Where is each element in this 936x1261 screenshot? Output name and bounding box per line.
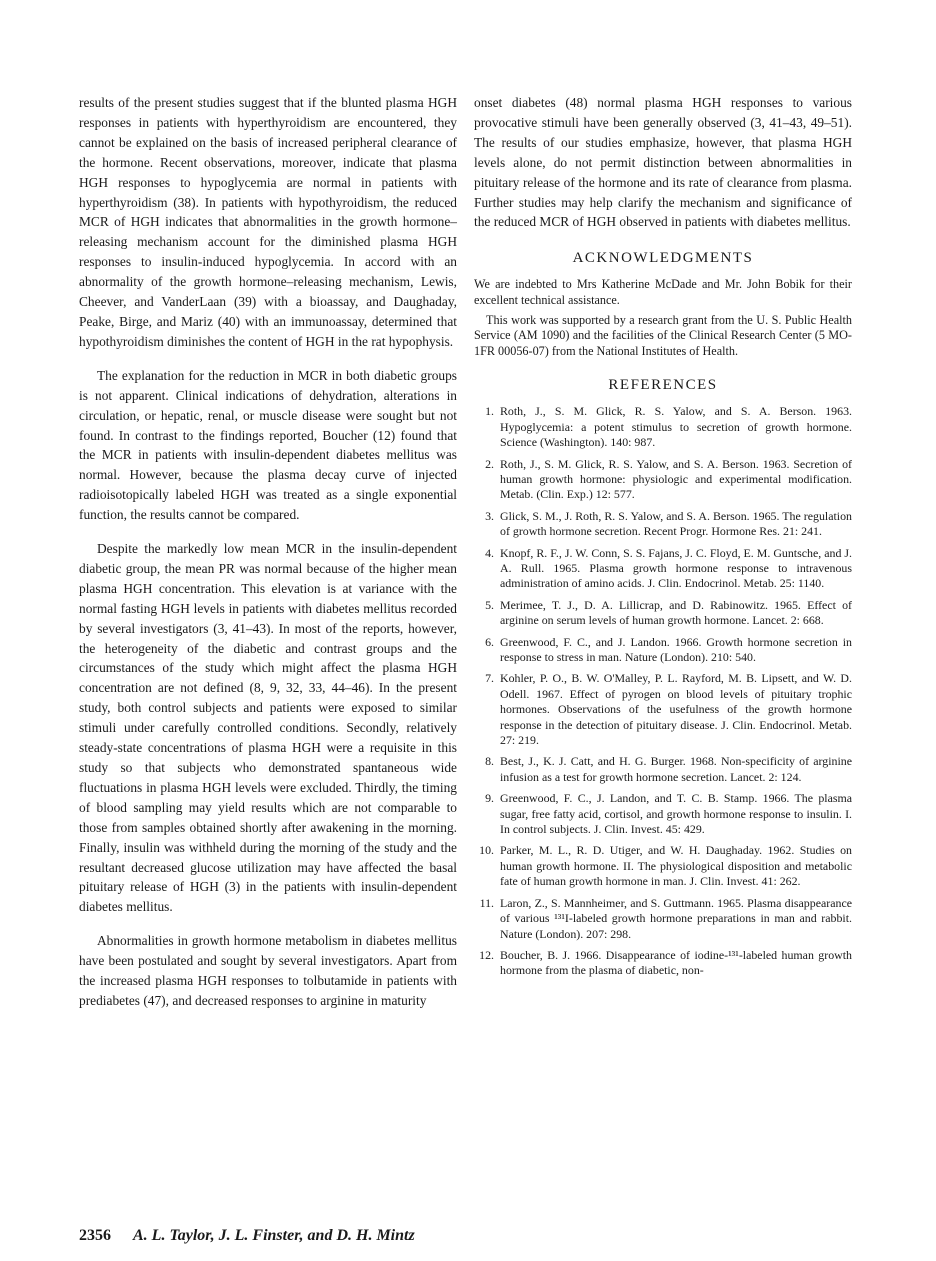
- reference-item: [474, 948, 852, 979]
- reference-item: [474, 404, 852, 450]
- reference-text: Glick, S. M., J. Roth, R. S. Yalow, and S. A. Berson. 1965. The regulation of growth hormone secretion. Recent Progr. Hormone Res. 21: 241.: [500, 508, 852, 539]
- reference-number: 11.: [479, 895, 494, 910]
- running-authors: A. L. Taylor, J. L. Finster, and D. H. Mintz: [133, 1227, 415, 1244]
- reference-item: [474, 754, 852, 785]
- acknowledgment-text: We are indebted to Mrs Katherine McDade and Mr. John Bobik for their excellent technical assistance.: [474, 277, 852, 307]
- reference-item: [474, 791, 852, 837]
- reference-number: 8.: [485, 754, 494, 769]
- reference-number: 5.: [485, 597, 494, 612]
- reference-number: 1.: [485, 404, 494, 419]
- reference-text: Merimee, T. J., D. A. Lillicrap, and D. Rabinowitz. 1965. Effect of arginine on serum levels of human growth hormone. Lancet. 2: 668.: [500, 597, 852, 628]
- reference-item: [474, 598, 852, 629]
- reference-number: 3.: [485, 508, 494, 523]
- reference-item: [474, 546, 852, 592]
- page-number: 2356: [79, 1227, 111, 1244]
- reference-number: 2.: [485, 456, 494, 471]
- reference-text: Roth, J., S. M. Glick, R. S. Yalow, and S. A. Berson. 1963. Secretion of human growth hormone: physiologic and experimental modification. Metab. (Clin. Exp.) 12: 577.: [500, 456, 852, 502]
- reference-item: [474, 509, 852, 540]
- references-heading: REFERENCES: [608, 377, 718, 394]
- reference-text: Best, J., K. J. Catt, and H. G. Burger. 1968. Non-specificity of arginine infusion as a test for growth hormone secretion. Lancet. 2: 124.: [500, 754, 852, 784]
- body-paragraph: onset diabetes (48) normal plasma HGH responses to various provocative stimuli have been generally observed (3, 41–43, 49–51). The results of our studies emphasize, however, that plasma HGH levels alone, do not permit distinction between abnormalities in pituitary release of the hormone and its rate of clearance from plasma. Further studies may help clarify the mechanism and significance of the reduced MCR of HGH observed in patients with diabetes mellitus.: [474, 95, 852, 230]
- body-paragraph: The explanation for the reduction in MCR in both diabetic groups is not apparent. Clinical indications of dehydration, alterations in circulation, or hepatic, renal, or muscle disease were sought but not found. In contrast to the findings reported, Boucher (12) found that the MCR in patients with insulin-dependent diabetes mellitus was normal. However, because the plasma decay curve of injected radioisotopically labeled HGH was treated as a single exponential function, the results cannot be compared.: [79, 367, 457, 523]
- reference-text: Greenwood, F. C., and J. Landon. 1966. Growth hormone secretion in response to stress in man. Nature (London). 210: 540.: [500, 634, 852, 664]
- reference-text: Kohler, P. O., B. W. O'Malley, P. L. Rayford, M. B. Lipsett, and W. D. Odell. 1967. Effect of pyrogen on blood levels of pituitary trophic hormones. Observations of the usefulness of the growth hormone response in the detection of pituitary disease. J. Clin. Endocrinol. Metab. 27: 219.: [500, 671, 852, 748]
- reference-text: Greenwood, F. C., J. Landon, and T. C. B. Stamp. 1966. The plasma sugar, free fatty acid, cortisol, and growth hormone response to insulin. I. In control subjects. J. Clin. Invest. 45: 429.: [500, 791, 852, 837]
- reference-number: 6.: [485, 634, 494, 649]
- reference-item: [474, 843, 852, 889]
- reference-number: 7.: [485, 671, 494, 686]
- reference-text: Boucher, B. J. 1966. Disappearance of iodine-¹³¹-labeled human growth hormone from the plasma of diabetic, non-: [500, 947, 852, 978]
- body-paragraph: results of the present studies suggest that if the blunted plasma HGH responses in patients with hyperthyroidism are encountered, they cannot be explained on the basis of increased peripheral clearance of the hormone. Recent observations, moreover, indicate that plasma HGH responses to hypoglycemia are normal in patients with hyperthyroidism (38). In patients with hypothyroidism, the reduced MCR of HGH indicates that abnormalities in the growth hormone–releasing mechanism account for the diminished plasma HGH responses to insulin-induced hypoglycemia. In accord with an abnormality of the growth hormone–releasing mechanism, Lewis, Cheever, and VanderLaan (39) with a bioassay, and Daughaday, Peake, Birge, and Mariz (40) with an immunoassay, determined that hypothyroidism diminishes the content of HGH in the rat hypophysis.: [79, 95, 457, 349]
- left-column: [79, 93, 457, 1025]
- reference-text: Laron, Z., S. Mannheimer, and S. Guttmann. 1965. Plasma disappearance of various ¹³¹I-labeled growth hormone preparations in man and rabbit. Nature (London). 207: 298.: [500, 895, 852, 941]
- reference-list: [474, 404, 852, 978]
- reference-text: Knopf, R. F., J. W. Conn, S. S. Fajans, J. C. Floyd, E. M. Guntsche, and J. A. Rull. 1965. Plasma growth hormone response to intravenous administration of amino acids. J. Clin. Endocrinol. Metab. 25: 1140.: [500, 545, 852, 591]
- reference-number: 9.: [485, 791, 494, 806]
- reference-number: 12.: [479, 947, 494, 962]
- page-footer: [79, 1227, 415, 1245]
- reference-item: [474, 671, 852, 748]
- body-paragraph: Despite the markedly low mean MCR in the insulin-dependent diabetic group, the mean PR was normal because of the higher mean plasma HGH concentration. This elevation is at variance with the normal fasting HGH levels in patients with diabetes mellitus recorded by several investigators (3, 41–43). In most of the reports, however, the heterogeneity of the diabetic and contrast groups and the circumstances of the study which might affect the plasma HGH concentration are not defined (8, 9, 32, 33, 44–46). In the present study, both control subjects and patients were exposed to similar stimuli under carefully controlled conditions. Secondly, relatively steady-state concentrations of plasma HGH were a requisite in this study so that subjects who demonstrated spantaneous wide fluctuations in plasma HGH levels were excluded. Thirdly, the timing of blood sampling may yield results which are not comparable to those from samples obtained shortly after awakening in the morning. Finally, insulin was withheld during the morning of the study and the resultant decreased glucose utilization may have affected the basal pituitary release of HGH (3) in the patients with insulin-dependent diabetes mellitus.: [79, 541, 457, 915]
- acknowledgments-heading: ACKNOWLEDGMENTS: [572, 250, 754, 267]
- acknowledgment-text: This work was supported by a research grant from the U. S. Public Health Service (AM 1090) and the facilities of the Clinical Research Center (5 MO-1FR 00056-07) from the National Institutes of Health.: [474, 312, 852, 358]
- reference-text: Parker, M. L., R. D. Utiger, and W. H. Daughaday. 1962. Studies on human growth hormone. II. The physiological disposition and metabolic fate of human growth hormone in man. J. Clin. Invest. 41: 262.: [500, 843, 852, 889]
- reference-number: 10.: [479, 843, 494, 858]
- reference-item: [474, 635, 852, 666]
- right-column: [474, 93, 852, 985]
- reference-text: Roth, J., S. M. Glick, R. S. Yalow, and S. A. Berson. 1963. Hypoglycemia: a potent stimulus to secretion of growth hormone. Science (Washington). 140: 987.: [500, 404, 852, 450]
- reference-item: [474, 896, 852, 942]
- reference-item: [474, 457, 852, 503]
- reference-number: 4.: [485, 545, 494, 560]
- body-paragraph: Abnormalities in growth hormone metabolism in diabetes mellitus have been postulated and sought by several investigators. Apart from the increased plasma HGH responses to tolbutamide in patients with prediabetes (47), and decreased responses to arginine in maturity: [79, 933, 457, 1008]
